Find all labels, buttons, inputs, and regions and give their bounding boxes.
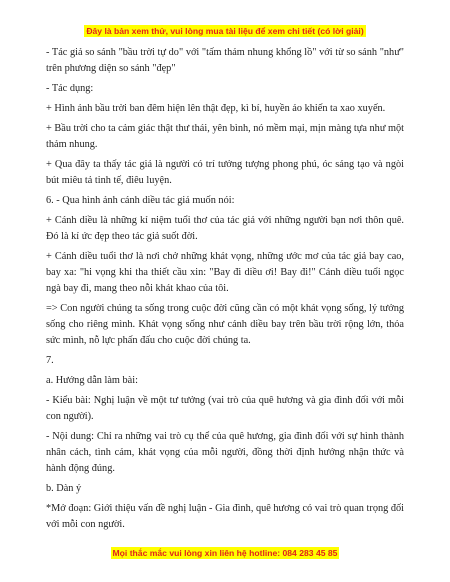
paragraph: + Cánh diều tuổi thơ là nơi chở những khát vọng, những ước mơ của tác giả bay cao, bay xa: "hi vọng khi tha thiết cầu xin: "Bay đi diều ơi! Bay đi!" Cánh diều tuổi ngọc ngà bay đi, mang theo nỗi khát khao của tôi. [46, 251, 404, 294]
preview-notice-banner [0, 26, 450, 36]
paragraph: *Mở đoạn: Giới thiệu vấn đề nghị luận - Gia đình, quê hương có vai trò quan trọng đối với mỗi con người. [46, 503, 404, 530]
paragraph: => Con người chúng ta sống trong cuộc đời cũng cần có một khát vọng sống, lý tưởng sống cho riêng mình. Khát vọng sống như cánh diều bay trên bầu trời rộng lớn, thỏa sức mình, nỗ lực phấn đấu cho cuộc đời chúng ta. [46, 303, 404, 346]
paragraph: - Kiểu bài: Nghị luận về một tư tưởng (vai trò của quê hương và gia đình đối với mỗi con người). [46, 395, 404, 422]
paragraph: 7. [46, 355, 54, 366]
hotline-banner [0, 548, 450, 558]
paragraph: b. Dàn ý [46, 483, 82, 494]
paragraph: + Cánh diều là những kỉ niệm tuổi thơ của tác giả với những người bạn nơi thôn quê. Đó là kí ức đẹp theo tác giả suốt đời. [46, 215, 404, 242]
paragraph: a. Hướng dẫn làm bài: [46, 375, 138, 386]
paragraph: + Hình ảnh bầu trời ban đêm hiện lên thật đẹp, kì bí, huyền ảo khiến ta xao xuyến. [46, 103, 386, 114]
paragraph: 6. - Qua hình ảnh cánh diều tác giả muốn nói: [46, 195, 235, 206]
hotline-text: Mọi thắc mắc vui lòng xin liên hệ hotline: 084 283 45 85 [112, 548, 338, 558]
paragraph: - Tác dụng: [46, 83, 94, 94]
preview-notice-text: Đây là bản xem thử, vui lòng mua tài liệu để xem chi tiết (có lời giải) [86, 26, 364, 36]
document-body [46, 45, 404, 533]
paragraph: + Qua đây ta thấy tác giả là người có trí tưởng tượng phong phú, óc sáng tạo và ngòi bút miêu tả tinh tế, điêu luyện. [46, 159, 404, 186]
paragraph: + Bầu trời cho ta cảm giác thật thư thái, yên bình, nó mềm mại, mịn màng tựa như một thảm nhung. [46, 123, 404, 150]
paragraph: - Nội dung: Chỉ ra những vai trò cụ thể của quê hương, gia đình đối với sự hình thành nhân cách, tình cảm, khát vọng của mỗi người, đồng thời định hướng nhận thức và hành động đúng. [46, 431, 404, 474]
paragraph: - Tác giả so sánh "bầu trời tự do" với "tấm thảm nhung khổng lồ" với từ so sánh "như" trên phương diện so sánh "đẹp" [46, 47, 404, 74]
